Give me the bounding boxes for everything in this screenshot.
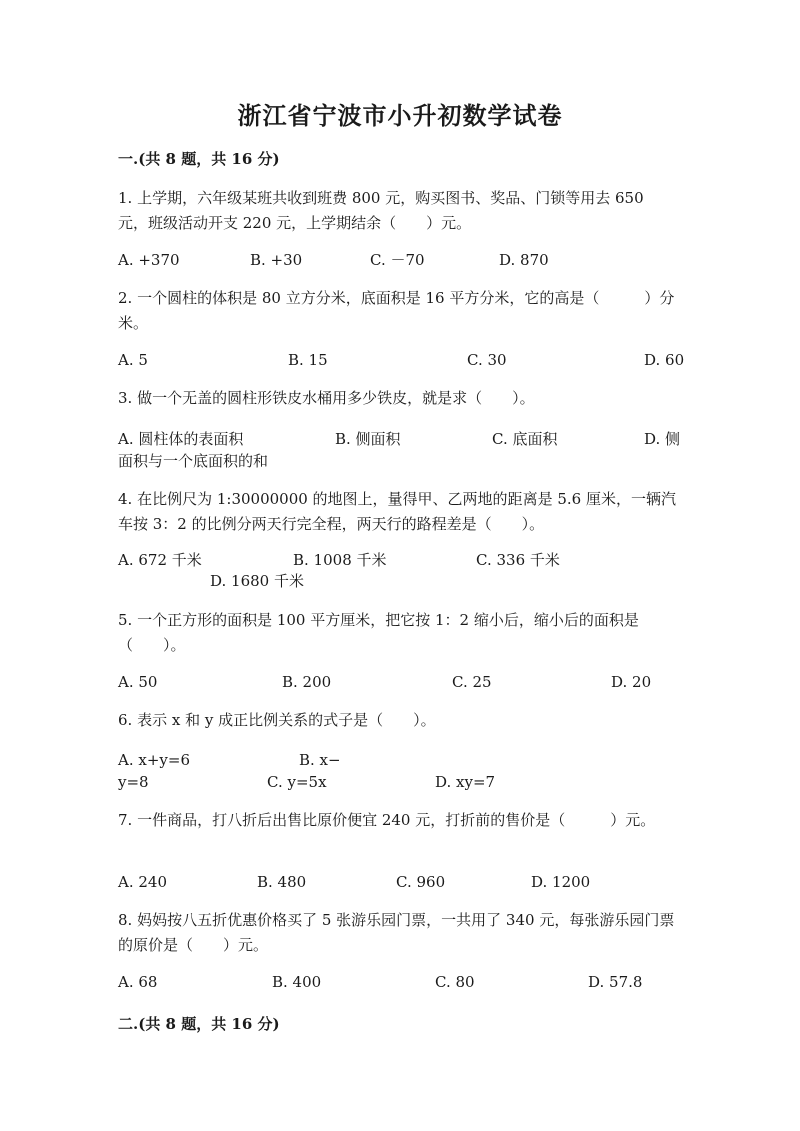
- option-d[interactable]: D. 侧: [644, 430, 681, 448]
- option-d[interactable]: D. 870: [499, 251, 549, 269]
- option-b[interactable]: B. 200: [282, 673, 332, 691]
- option-a[interactable]: A. 圆柱体的表面积: [118, 430, 244, 448]
- option-c[interactable]: C. 底面积: [492, 430, 558, 448]
- page-title: 浙江省宁波市小升初数学试卷: [237, 101, 563, 130]
- question-4-text: 4. 在比例尺为 1:30000000 的地图上，量得甲、乙两地的距离是 5.6 厘米，一辆汽车按 3：2 的比例分两天行完全程，两天行的路程差是（ ）。: [118, 490, 676, 533]
- option-c[interactable]: C. 30: [467, 351, 507, 369]
- question-1-options: [118, 248, 688, 273]
- option-c[interactable]: C. 80: [435, 973, 475, 991]
- question-6-text: 6. 表示 x 和 y 成正比例关系的式子是（ ）。: [118, 711, 436, 729]
- option-d-continuation: 面积与一个底面积的和: [118, 452, 269, 470]
- option-a[interactable]: A. +370: [118, 251, 180, 269]
- option-d[interactable]: D. 57.8: [588, 973, 643, 991]
- option-a[interactable]: A. 240: [118, 873, 167, 891]
- option-c[interactable]: C. 960: [396, 873, 446, 891]
- option-b[interactable]: B. 1008 千米: [293, 551, 387, 569]
- option-b[interactable]: B. 15: [288, 351, 328, 369]
- question-6-options-row-2: [118, 770, 688, 795]
- option-d[interactable]: D. 1680 千米: [210, 572, 304, 590]
- option-d[interactable]: D. 60: [644, 351, 685, 369]
- option-a[interactable]: A. 5: [118, 351, 148, 369]
- option-c[interactable]: C. －70: [370, 251, 425, 269]
- option-a[interactable]: A. x+y=6: [118, 751, 190, 769]
- option-b[interactable]: B. 480: [257, 873, 307, 891]
- option-b[interactable]: B. x−: [299, 751, 341, 769]
- option-c[interactable]: C. 25: [452, 673, 492, 691]
- option-a[interactable]: A. 672 千米: [118, 551, 202, 569]
- question-8-text: 8. 妈妈按八五折优惠价格买了 5 张游乐园门票，一共用了 340 元，每张游乐园门票的原价是（ ）元。: [118, 911, 675, 954]
- option-b[interactable]: B. +30: [250, 251, 303, 269]
- option-b[interactable]: B. 400: [272, 973, 322, 991]
- section-heading-1: 一.(共 8 题，共 16 分): [118, 150, 280, 168]
- option-a[interactable]: A. 68: [118, 973, 158, 991]
- option-d[interactable]: D. xy=7: [435, 773, 496, 791]
- question-5-options: [118, 670, 688, 695]
- question-8-options: [118, 970, 688, 995]
- option-c[interactable]: C. 336 千米: [476, 551, 560, 569]
- question-5-text: 5. 一个正方形的面积是 100 平方厘米，把它按 1：2 缩小后，缩小后的面积是（ ）。: [118, 611, 639, 654]
- question-7-options: [118, 870, 688, 895]
- question-4-options: [118, 548, 688, 573]
- question-3-text: 3. 做一个无盖的圆柱形铁皮水桶用多少铁皮，就是求（ ）。: [118, 389, 535, 407]
- question-7-text: 7. 一件商品，打八折后出售比原价便宜 240 元，打折前的售价是（ ）元。: [118, 811, 656, 829]
- section-heading-2: 二.(共 8 题，共 16 分): [118, 1015, 280, 1033]
- option-a[interactable]: A. 50: [118, 673, 158, 691]
- option-b[interactable]: B. 侧面积: [335, 430, 401, 448]
- question-1-text: 1. 上学期，六年级某班共收到班费 800 元，购买图书、奖品、门锁等用去 650 元，班级活动开支 220 元，上学期结余（ ）元。: [118, 189, 644, 232]
- option-d[interactable]: D. 20: [611, 673, 652, 691]
- option-b-continuation: y=8: [118, 773, 149, 791]
- option-d[interactable]: D. 1200: [531, 873, 591, 891]
- question-2-text: 2. 一个圆柱的体积是 80 立方分米，底面积是 16 平方分米，它的高是（ ）分米。: [118, 289, 675, 332]
- question-2-options: [118, 348, 688, 373]
- option-c[interactable]: C. y=5x: [267, 773, 327, 791]
